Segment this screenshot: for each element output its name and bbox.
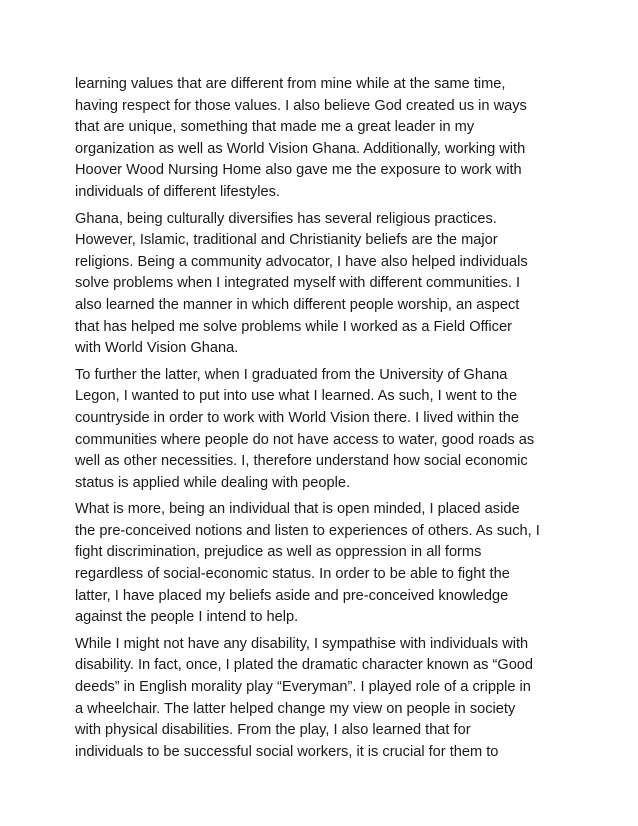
text-line: a wheelchair. The latter helped change my view on people in society: [75, 700, 516, 717]
text-line: individuals to be successful social workers, it is crucial for them to: [75, 743, 499, 760]
text-line: against the people I intend to help.: [75, 609, 299, 626]
text-line: with World Vision Ghana.: [75, 340, 239, 357]
text-line: that has helped me solve problems while I worked as a Field Officer: [75, 318, 512, 335]
paragraph-4: [75, 499, 575, 629]
text-line: latter, I have placed my beliefs aside and pre-conceived knowledge: [75, 587, 509, 604]
text-line: solve problems when I integrated myself with different communities. I: [75, 275, 521, 292]
text-line: What is more, being an individual that is open minded, I placed aside: [75, 501, 520, 518]
text-line: However, Islamic, traditional and Christianity beliefs are the major: [75, 232, 498, 249]
text-line: individuals of different lifestyles.: [75, 183, 280, 200]
text-line: well as other necessities. I, therefore understand how social economic: [75, 453, 528, 470]
text-line: countryside in order to work with World Vision there. I lived within the: [75, 409, 519, 426]
text-line: learning values that are different from mine while at the same time,: [75, 76, 506, 92]
text-line: Legon, I wanted to put into use what I learned. As such, I went to the: [75, 388, 518, 405]
paragraph-2: [75, 209, 575, 360]
paragraph-1: [75, 74, 575, 204]
text-line: deeds” in English morality play “Everyman”. I played role of a cripple in: [75, 679, 531, 696]
text-line: having respect for those values. I also believe God created us in ways: [75, 97, 527, 114]
text-line: To further the latter, when I graduated from the University of Ghana: [75, 366, 508, 383]
text-line: Hoover Wood Nursing Home also gave me the exposure to work with: [75, 162, 522, 179]
text-line: communities where people do not have access to water, good roads as: [75, 431, 535, 448]
text-line: regardless of social-economic status. In order to be able to fight the: [75, 566, 510, 583]
text-line: organization as well as World Vision Ghana. Additionally, working with: [75, 140, 526, 157]
text-line: fight discrimination, prejudice as well as oppression in all forms: [75, 544, 482, 561]
text-line: religions. Being a community advocator, I have also helped individuals: [75, 253, 528, 270]
text-line: that are unique, something that made me a great leader in my: [75, 119, 475, 136]
paragraph-5: [75, 634, 575, 764]
text-line: status is applied while dealing with people.: [75, 474, 351, 491]
text-line: the pre-conceived notions and listen to experiences of others. As such, I: [75, 522, 540, 539]
body-text: [75, 74, 575, 768]
text-line: also learned the manner in which different people worship, an aspect: [75, 296, 520, 313]
text-line: disability. In fact, once, I plated the dramatic character known as “Good: [75, 657, 534, 674]
text-line: While I might not have any disability, I sympathise with individuals with: [75, 635, 529, 652]
text-line: with physical disabilities. From the play, I also learned that for: [75, 722, 471, 739]
text-line: Ghana, being culturally diversifies has several religious practices.: [75, 210, 497, 227]
paragraph-3: [75, 365, 575, 495]
